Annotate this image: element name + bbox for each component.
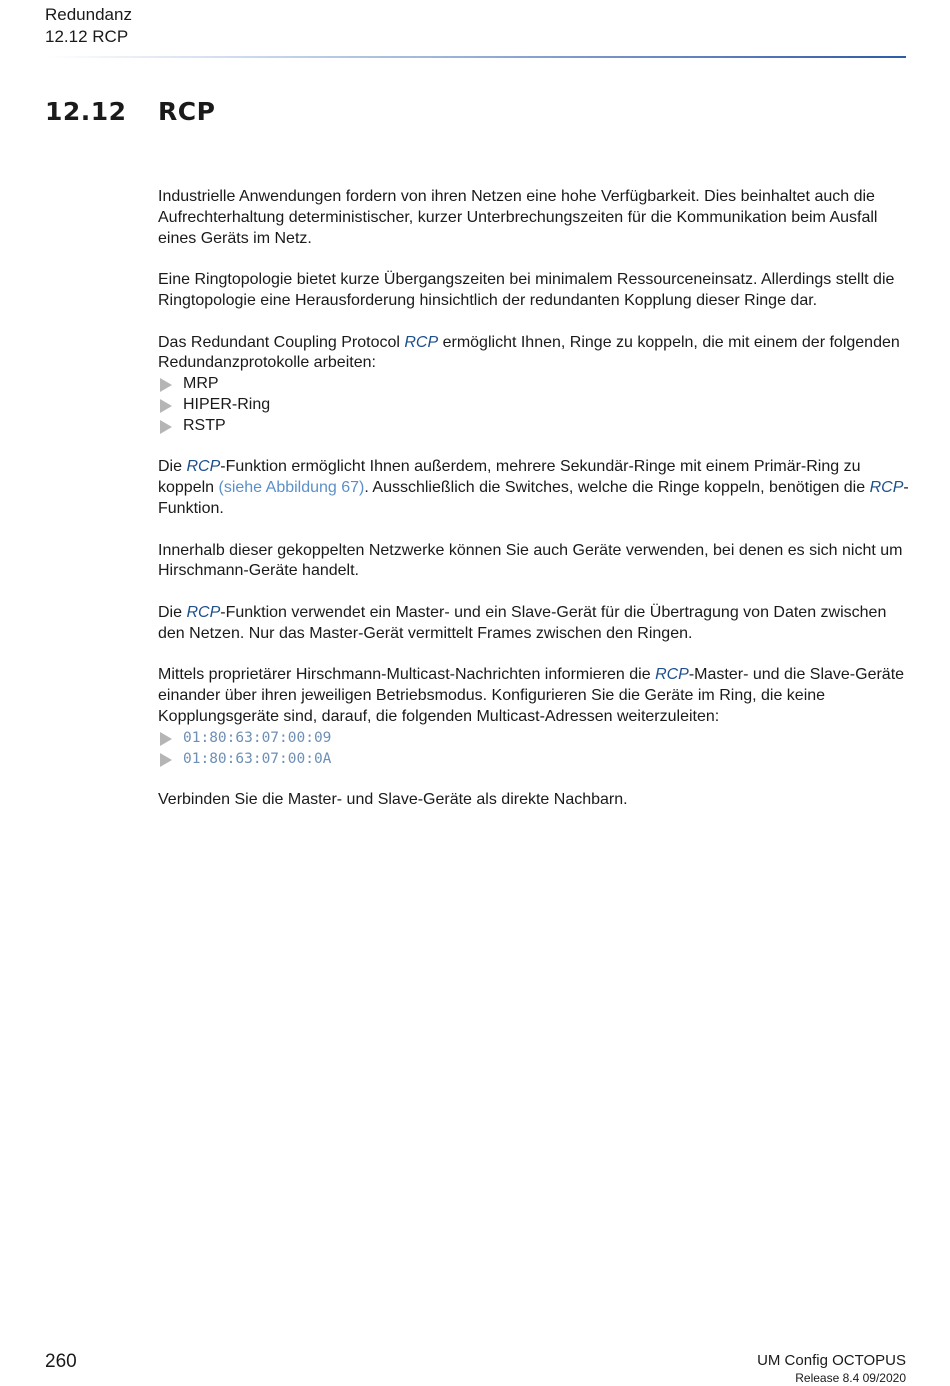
paragraph-ring-topology: Eine Ringtopologie bietet kurze Übergangszeiten bei minimalem Ressourceneinsatz. Allerdings stellt die Ringtopologie eine Herausforderung hinsichtlich der redundanten Kopplung dieser Ringe dar. (158, 271, 895, 309)
text-fragment: Mittels proprietärer Hirschmann-Multicast-Nachrichten informieren die (158, 666, 656, 684)
list-item-label: HIPER-Ring (183, 395, 271, 413)
multicast-address-list (158, 728, 910, 770)
footer-doc-title: UM Config OCTOPUS (757, 1352, 906, 1369)
multicast-address: 01:80:63:07:00:0A (183, 750, 332, 767)
triangle-bullet-icon (160, 732, 172, 746)
paragraph-direct-neighbors: Verbinden Sie die Master- und Slave-Geräte als direkte Nachbarn. (158, 791, 628, 809)
list-item-label: RSTP (183, 416, 226, 434)
term-rcp: RCP (655, 666, 689, 684)
term-rcp: RCP (869, 479, 904, 497)
section-heading (45, 97, 215, 126)
triangle-bullet-icon (160, 420, 172, 434)
triangle-bullet-icon (160, 378, 172, 392)
footer-info (757, 1352, 906, 1386)
text-fragment: -Funktion ermöglicht Ihnen außerdem, mehrere Sekundär-Ringe mit einem Primär-Ring zu koppeln (158, 458, 861, 497)
header-rule (45, 56, 906, 58)
page-number: 260 (45, 1351, 77, 1372)
term-rcp: RCP (186, 603, 221, 621)
body-content (158, 187, 910, 832)
triangle-bullet-icon (160, 753, 172, 767)
paragraph-secondary-rings (158, 457, 910, 519)
triangle-bullet-icon (160, 399, 172, 413)
text-fragment: -Funktion. (158, 479, 909, 517)
running-header (45, 4, 132, 48)
text-fragment: Das Redundant Coupling Protocol (158, 333, 405, 351)
list-item (158, 728, 910, 749)
text-fragment: Die (158, 603, 187, 621)
list-item (158, 374, 910, 395)
footer-release: Release 8.4 09/2020 (795, 1371, 906, 1385)
multicast-address: 01:80:63:07:00:09 (183, 729, 332, 746)
list-item-label: MRP (183, 375, 219, 393)
paragraph-master-slave (158, 603, 910, 645)
paragraph-third-party-devices: Innerhalb dieser gekoppelten Netzwerke können Sie auch Geräte verwenden, bei denen es sich nicht um Hirschmann-Geräte handelt. (158, 541, 903, 580)
protocol-list (158, 374, 910, 436)
text-fragment: . Ausschließlich die Switches, welche die Ringe koppeln, benötigen die (364, 479, 870, 497)
header-section: 12.12 RCP (45, 27, 129, 46)
text-fragment: -Master- und die Slave-Geräte einander über ihren jeweiligen Betriebsmodus. Konfigurieren Sie die Geräte im Ring, die keine Kopplungsgeräte sind, darauf, die folgenden Multicast-Adressen weiterzuleiten: (158, 666, 905, 725)
section-number: 12.12 (45, 97, 127, 126)
paragraph-intro: Industrielle Anwendungen fordern von ihren Netzen eine hohe Verfügbarkeit. Dies beinhaltet auch die Aufrechterhaltung deterministischer, kurzer Unterbrechungszeiten für die Kommunikation beim Ausfall eines Geräts im Netz. (158, 188, 878, 247)
text-fragment: ermöglicht Ihnen, Ringe zu koppeln, die mit einem der folgenden Redundanzprotokolle arbeiten: (158, 333, 900, 372)
list-item (158, 395, 910, 416)
header-chapter: Redundanz (45, 5, 132, 24)
term-rcp: RCP (404, 333, 439, 351)
list-item (158, 416, 910, 437)
paragraph-multicast (158, 665, 910, 727)
figure-reference-link[interactable]: (siehe Abbildung 67) (218, 479, 365, 497)
section-title: RCP (158, 97, 216, 126)
list-item (158, 749, 910, 770)
text-fragment: Die (158, 458, 187, 476)
term-rcp: RCP (186, 458, 221, 476)
paragraph-rcp-protocols (158, 333, 910, 375)
text-fragment: -Funktion verwendet ein Master- und ein Slave-Gerät für die Übertragung von Daten zwischen den Netzen. Nur das Master-Gerät vermittelt Frames zwischen den Ringen. (158, 603, 887, 642)
